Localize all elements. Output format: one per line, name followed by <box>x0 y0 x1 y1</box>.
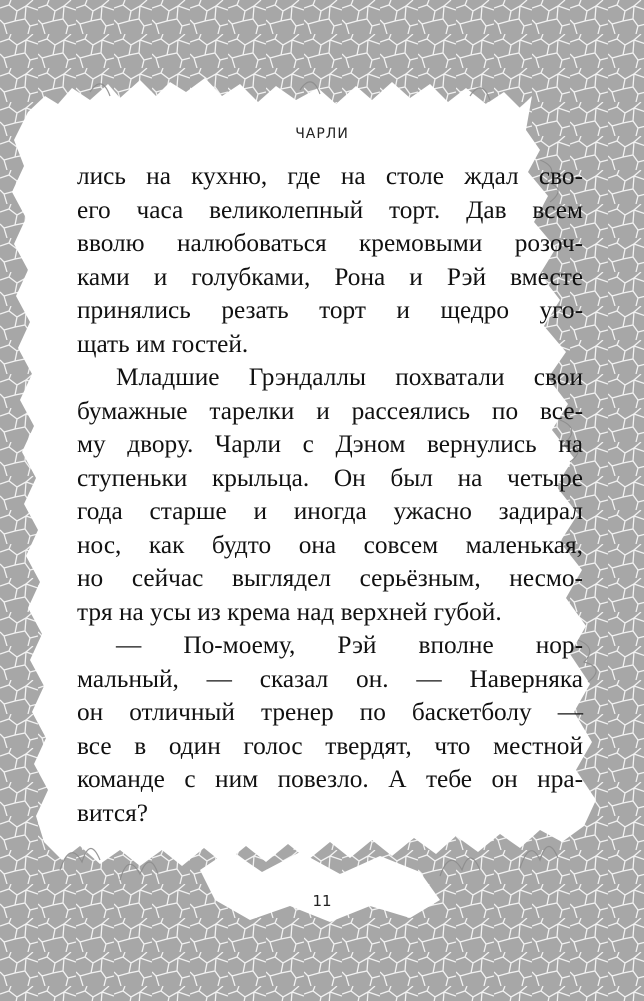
text-line: но сейчас выглядел серьёзным, несмо- <box>77 564 583 592</box>
text-line: му двору. Чарли с Дэном вернулись на <box>77 430 583 458</box>
paragraph <box>77 629 583 830</box>
text-line: принялись резать торт и щедро уго- <box>77 296 583 324</box>
text-line: все в один голос твердят, что местной <box>77 731 583 760</box>
text-line: — По-моему, Рэй вполне нор- <box>116 631 583 659</box>
text-line: ступеньки крыльца. Он был на четыре <box>77 463 583 492</box>
text-line: ками и голубками, Рона и Рэй вместе <box>77 262 583 291</box>
text-line: года старше и иногда ужасно задирал <box>77 497 583 525</box>
text-line: нос, как будто она совсем маленькая, <box>77 530 583 559</box>
running-head: ЧАРЛИ <box>295 126 349 142</box>
text-line: его часа великолепный торт. Дав всем <box>77 195 583 224</box>
paragraph <box>77 361 583 629</box>
text-line: команде с ним повезло. А тебе он нра- <box>77 765 583 793</box>
text-line: вволю налюбоваться кремовыми розоч- <box>77 229 583 257</box>
text-line: бумажные тарелки и рассеялись по все- <box>77 396 583 425</box>
text-line: вится? <box>77 798 148 827</box>
text-line: он отличный тренер по баскетболу — <box>77 698 583 726</box>
body-text <box>77 160 583 830</box>
paragraph <box>77 160 583 361</box>
page-number: 11 <box>312 892 332 910</box>
text-line: мальный, — сказал он. — Наверняка <box>77 664 583 693</box>
text-line: Младшие Грэндаллы похватали свои <box>116 363 583 391</box>
text-line: щать им гостей. <box>77 329 249 358</box>
text-line: лись на кухню, где на столе ждал сво- <box>77 162 583 190</box>
text-line: тря на усы из крема над верхней губой. <box>77 597 502 626</box>
